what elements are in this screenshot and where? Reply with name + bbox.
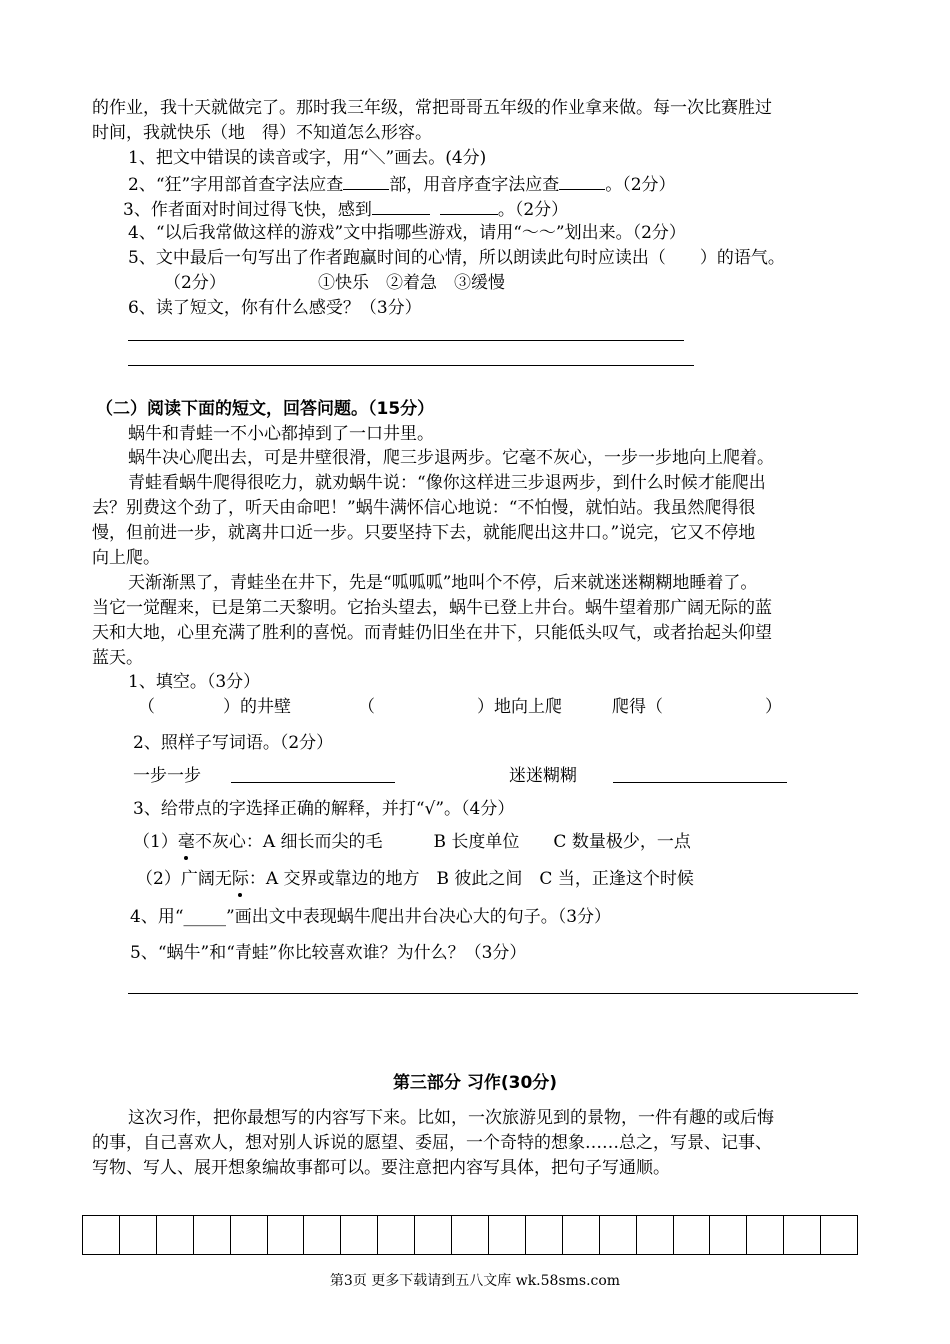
question-2: 2、照样子写词语。（2分） bbox=[133, 733, 334, 753]
question-text: 3、作者面对时间过得飞快，感到 bbox=[123, 200, 372, 220]
dotted-char: 际 bbox=[231, 869, 249, 889]
passage-line: 青蛙看蜗牛爬得很吃力，就劝蜗牛说：“像你这样进三步退两步，到什么时候才能爬出 bbox=[128, 473, 766, 493]
question-6: 6、读了短文，你有什么感受？（3分） bbox=[128, 298, 422, 318]
dotted-char: 毫 bbox=[177, 832, 195, 852]
answer-blank[interactable] bbox=[343, 171, 389, 190]
question-3-sub1 bbox=[133, 830, 691, 854]
writing-grid[interactable] bbox=[82, 1215, 858, 1255]
passage-line: 慢，但前进一步，就离井口近一步。只要坚持下去，就能爬出这井口。”说完，它又不停地 bbox=[92, 523, 756, 543]
passage-line: 天和大地，心里充满了胜利的喜悦。而青蛙仍旧坐在井下，只能低头叹气，或者抬起头仰望 bbox=[92, 623, 772, 643]
fill-blank-b[interactable]: （ ）地向上爬 bbox=[358, 697, 562, 717]
passage-line: 当它一觉醒来，已是第二天黎明。它抬头望去，蜗牛已登上井台。蜗牛望着那广阔无际的蓝 bbox=[92, 598, 772, 618]
question-5: 5、文中最后一句写出了作者跑赢时间的心情，所以朗读此句时应读出（ ）的语气。 bbox=[128, 248, 785, 268]
instruction-line: 的事，自己喜欢人，想对别人诉说的愿望、委屈，一个奇特的想象……总之，写景、记事、 bbox=[92, 1133, 772, 1153]
grid-cell[interactable] bbox=[452, 1216, 489, 1254]
grid-cell[interactable] bbox=[637, 1216, 674, 1254]
page-footer: 第3页 更多下载请到五八文库 wk.58sms.com bbox=[329, 1273, 621, 1289]
grid-cell[interactable] bbox=[194, 1216, 231, 1254]
answer-line[interactable] bbox=[613, 782, 787, 783]
question-4: 4、“以后我常做这样的游戏”文中指哪些游戏，请用“～～”划出来。（2分） bbox=[128, 223, 686, 243]
grid-cell[interactable] bbox=[304, 1216, 341, 1254]
grid-cell[interactable] bbox=[710, 1216, 747, 1254]
passage-line: 向上爬。 bbox=[92, 548, 160, 568]
answer-line[interactable] bbox=[128, 340, 684, 341]
question-1: 1、填空。（3分） bbox=[128, 672, 261, 692]
fill-blank-a[interactable]: （ ）的井壁 bbox=[138, 697, 291, 717]
passage-line: 时间，我就快乐（地 得）不知道怎么形容。 bbox=[92, 123, 432, 143]
question-text: 部，用音序查字法应查 bbox=[389, 175, 560, 195]
answer-line[interactable] bbox=[231, 782, 395, 783]
grid-cell[interactable] bbox=[415, 1216, 452, 1254]
grid-cell[interactable] bbox=[378, 1216, 415, 1254]
answer-blank[interactable] bbox=[440, 196, 498, 215]
question-3-sub2 bbox=[136, 867, 694, 891]
question-text: 。（2分） bbox=[497, 200, 569, 220]
passage-line: 蜗牛和青蛙一不小心都掉到了一口井里。 bbox=[128, 424, 434, 444]
grid-cell[interactable] bbox=[526, 1216, 563, 1254]
example-word: 一步一步 bbox=[133, 766, 201, 786]
answer-line[interactable] bbox=[128, 993, 858, 994]
answer-line[interactable] bbox=[128, 365, 694, 366]
passage-line: 天渐渐黑了，青蛙坐在井下，先是“呱呱呱”地叫个不停，后来就迷迷糊糊地睡着了。 bbox=[128, 573, 758, 593]
grid-cell[interactable] bbox=[83, 1216, 120, 1254]
question-text: 2、“狂”字用部首查字法应查 bbox=[128, 175, 344, 195]
grid-cell[interactable] bbox=[821, 1216, 857, 1254]
grid-cell[interactable] bbox=[489, 1216, 526, 1254]
answer-blank[interactable] bbox=[559, 171, 605, 190]
grid-cell[interactable] bbox=[747, 1216, 784, 1254]
question-text: （1） bbox=[133, 832, 178, 852]
question-3: 3、给带点的字选择正确的解释，并打“√”。（4分） bbox=[133, 799, 515, 819]
question-4: 4、用“_____”画出文中表现蜗牛爬出井台决心大的句子。（3分） bbox=[130, 907, 612, 927]
grid-cell[interactable] bbox=[674, 1216, 711, 1254]
instruction-line: 这次习作，把你最想写的内容写下来。比如，一次旅游见到的景物，一件有趣的或后悔 bbox=[128, 1108, 774, 1128]
question-3 bbox=[123, 196, 568, 222]
question-text: 不灰心：A 细长而尖的毛 B 长度单位 C 数量极少，一点 bbox=[194, 832, 691, 852]
section-heading: （二）阅读下面的短文，回答问题。（15分） bbox=[96, 399, 435, 419]
question-5: 5、“蜗牛”和“青蛙”你比较喜欢谁？为什么？（3分） bbox=[130, 943, 527, 963]
section-heading: 第三部分 习作(30分) bbox=[392, 1073, 558, 1093]
grid-cell[interactable] bbox=[341, 1216, 378, 1254]
answer-blank[interactable] bbox=[372, 196, 430, 215]
grid-cell[interactable] bbox=[157, 1216, 194, 1254]
passage-line: 蓝天。 bbox=[92, 648, 143, 668]
fill-blank-c[interactable]: 爬得（ ） bbox=[612, 697, 782, 717]
grid-cell[interactable] bbox=[231, 1216, 268, 1254]
question-2 bbox=[128, 171, 676, 197]
passage-line: 去？别费这个劲了，听天由命吧！”蜗牛满怀信心地说：“不怕慢，就怕站。我虽然爬得很 bbox=[92, 498, 756, 518]
passage-line: 的作业，我十天就做完了。那时我三年级，常把哥哥五年级的作业拿来做。每一次比赛胜过 bbox=[92, 98, 772, 118]
grid-cell[interactable] bbox=[268, 1216, 305, 1254]
question-5-options: ①快乐 ②着急 ③缓慢 bbox=[318, 273, 505, 293]
question-5-score: （2分） bbox=[164, 273, 226, 293]
question-text: 。（2分） bbox=[605, 175, 676, 195]
grid-cell[interactable] bbox=[600, 1216, 637, 1254]
instruction-line: 写物、写人、展开想象编故事都可以。要注意把内容写具体，把句子写通顺。 bbox=[92, 1158, 670, 1178]
question-text: （2）广阔无 bbox=[136, 869, 232, 889]
grid-cell[interactable] bbox=[120, 1216, 157, 1254]
grid-cell[interactable] bbox=[784, 1216, 821, 1254]
grid-cell[interactable] bbox=[563, 1216, 600, 1254]
passage-line: 蜗牛决心爬出去，可是井壁很滑，爬三步退两步。它毫不灰心，一步一步地向上爬着。 bbox=[128, 448, 774, 468]
question-text: ：A 交界或靠边的地方 B 彼此之间 C 当，正逢这个时候 bbox=[248, 869, 694, 889]
example-word: 迷迷糊糊 bbox=[509, 766, 577, 786]
question-1: 1、把文中错误的读音或字，用“＼”画去。(4分) bbox=[128, 148, 487, 168]
